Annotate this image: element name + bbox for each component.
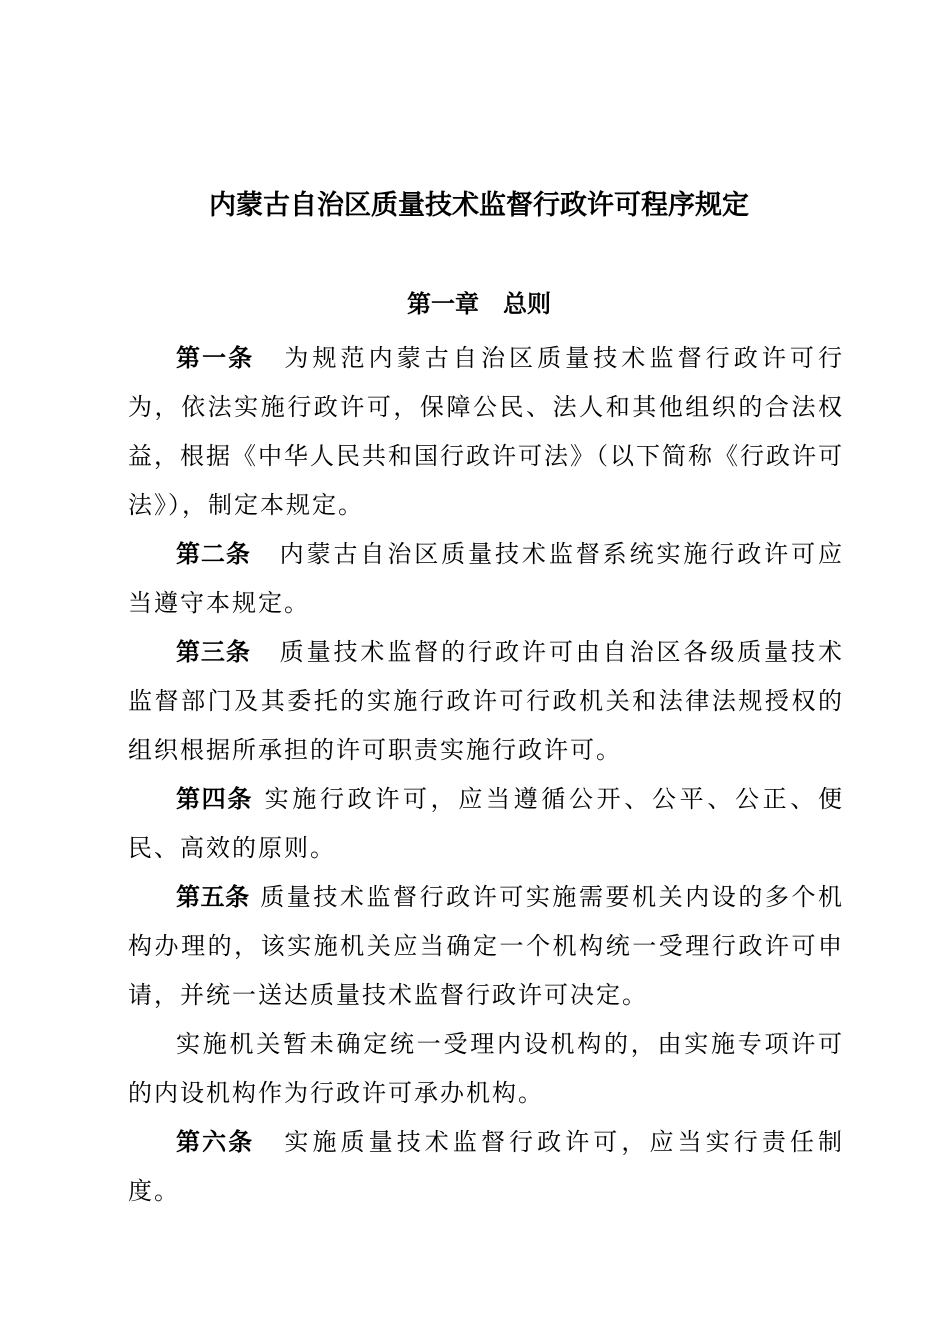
article-text: 实施质量技术监督行政许可，应当实行责任制度。 xyxy=(128,1128,845,1205)
article-number: 第五条 xyxy=(176,883,250,911)
article-number: 第四条 xyxy=(176,785,253,813)
article-text: 质量技术监督行政许可实施需要机关内设的多个机构办理的，该实施机关应当确定一个机构统一受理行政许可申请，并统一送达质量技术监督行政许可决定。 xyxy=(128,883,845,1009)
article-1 xyxy=(128,334,844,530)
article-2 xyxy=(128,530,844,628)
article-number: 第一条 xyxy=(176,344,255,372)
article-number: 第三条 xyxy=(176,638,251,666)
chapter-heading: 第一章 总则 xyxy=(407,290,551,318)
article-text: 内蒙古自治区质量技术监督系统实施行政许可应当遵守本规定。 xyxy=(128,540,844,617)
article-text: 质量技术监督的行政许可由自治区各级质量技术监督部门及其委托的实施行政许可行政机关和法律法规授权的组织根据所承担的许可职责实施行政许可。 xyxy=(128,638,844,764)
article-5-clause-2 xyxy=(128,1020,844,1118)
document-title: 内蒙古自治区质量技术监督行政许可程序规定 xyxy=(209,190,749,221)
article-text: 为规范内蒙古自治区质量技术监督行政许可行为，依法实施行政许可，保障公民、法人和其他组织的合法权益，根据《中华人民共和国行政许可法》（以下简称《行政许可法》），制定本规定。 xyxy=(128,344,845,519)
article-text: 实施机关暂未确定统一受理内设机构的，由实施专项许可的内设机构作为行政许可承办机构。 xyxy=(128,1030,844,1107)
article-4 xyxy=(128,775,844,873)
article-3 xyxy=(128,628,844,775)
article-5 xyxy=(128,873,844,1020)
document-body xyxy=(128,334,844,1216)
article-text: 实施行政许可，应当遵循公开、公平、公正、便民、高效的原则。 xyxy=(128,785,844,862)
article-6 xyxy=(128,1118,844,1216)
article-number: 第六条 xyxy=(176,1128,255,1156)
article-number: 第二条 xyxy=(176,540,251,568)
